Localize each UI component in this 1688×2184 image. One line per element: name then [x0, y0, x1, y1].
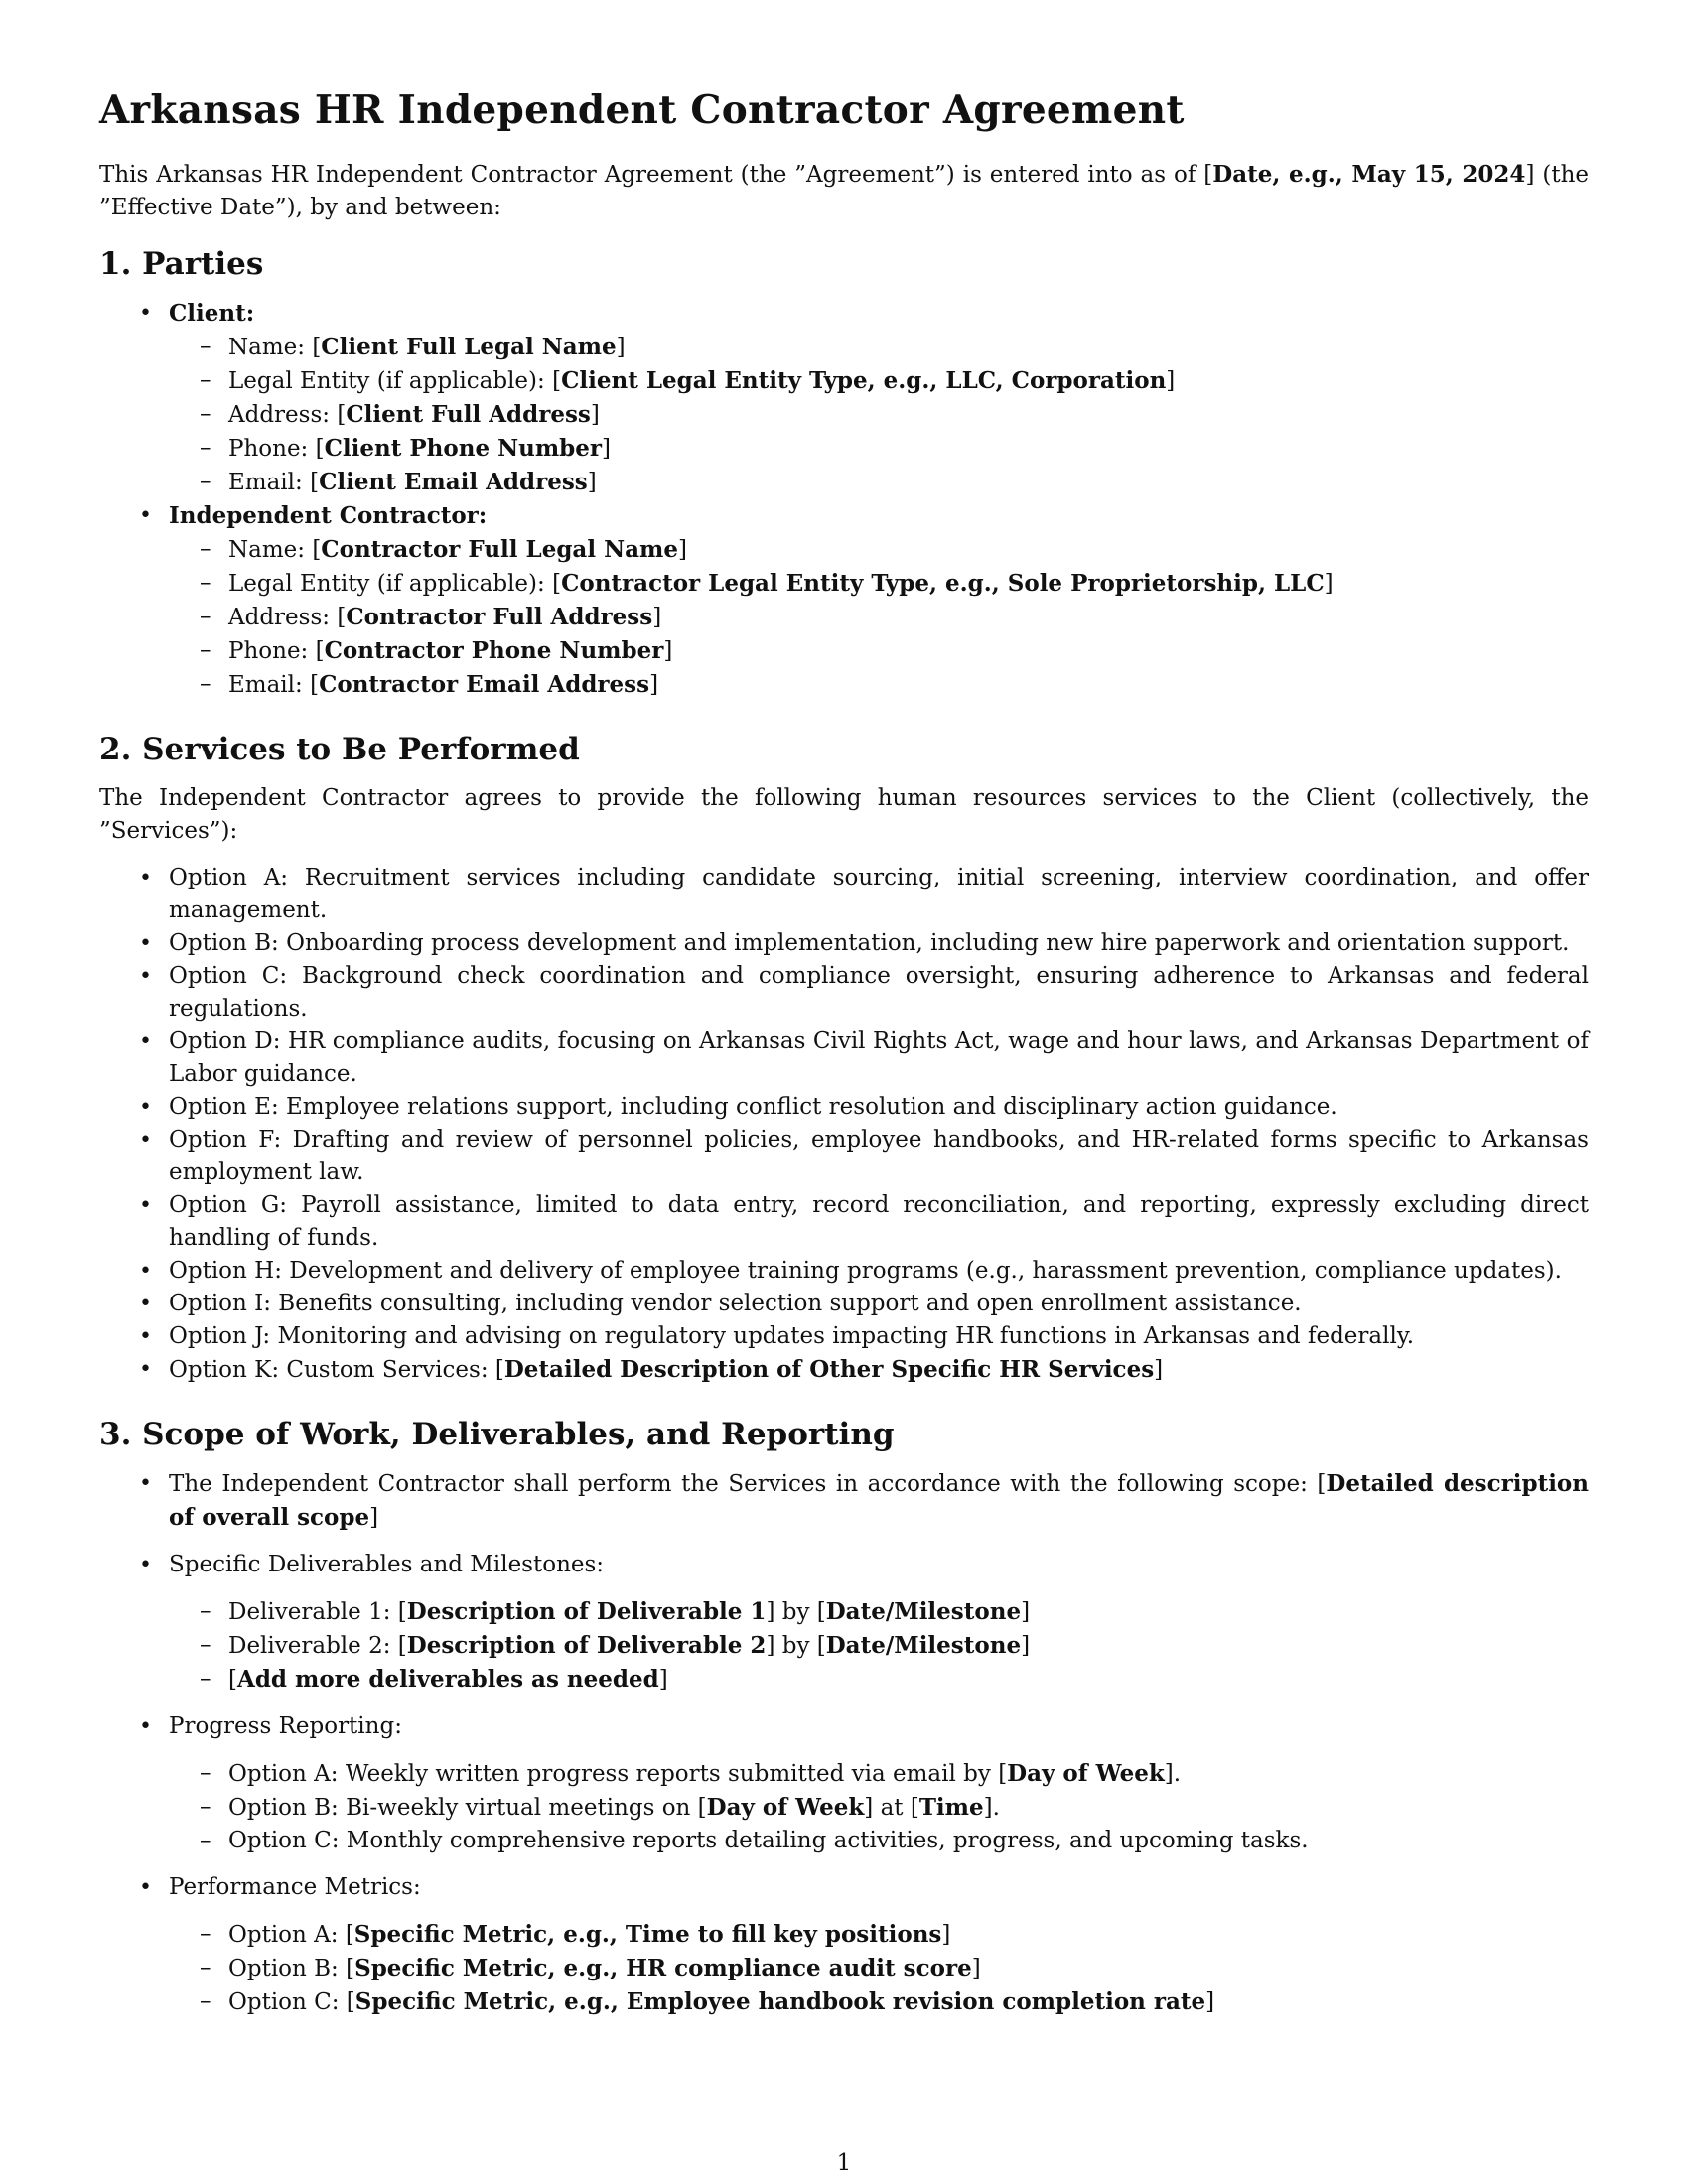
service-option: • Option A: Recruitment services including candidate sourcing, initial screening, interview coordination, and offer management. — [99, 862, 1589, 927]
intro-paragraph: This Arkansas HR Independent Contractor Agreement (the ”Agreement”) is entered into as of [Date, e.g., May 15, 2024] (the ”Effective Date”), by and between: — [99, 160, 1589, 220]
client-phone-field: – Phone: [Client Phone Number] — [169, 432, 1589, 466]
service-option: • Option I: Benefits consulting, including vendor selection support and open enrollment assistance. — [99, 1288, 1589, 1320]
deliverables-item: • Specific Deliverables and Milestones: – Deliverable 1: [Description of Deliverable 1] by [Date/Milestone] – Deliverable 2: [Description of Deliverable 2] by [Date/Milestone] – [Add more deliverables as needed] — [99, 1549, 1589, 1697]
client-address-field: – Address: [Client Full Address] — [169, 398, 1589, 432]
metric-option-c: – Option C: [Specific Metric, e.g., Employee handbook revision completion rate] — [169, 1985, 1589, 2019]
reporting-item: • Progress Reporting: – Option A: Weekly written progress reports submitted via email by [Day of Week]. – Option B: Bi-weekly virtual meetings on [Day of Week] at [Time]. – Option C: Monthly comprehensive reports detailing activities, progress, and upcoming tasks. — [99, 1710, 1589, 1857]
contractor-phone-field: – Phone: [Contractor Phone Number] — [169, 634, 1589, 668]
party-contractor: • Independent Contractor: – Name: [Contractor Full Legal Name] – Legal Entity (if applicable): [Contractor Legal Entity Type, e.g., Sole Proprietorship, LLC] – Address: [Contractor Full Address] – Phone: [Contractor Phone Number] – Email: [Contractor Email Address] — [99, 499, 1589, 702]
document-title: Arkansas HR Independent Contractor Agreement — [99, 87, 1185, 133]
client-email-field: – Email: [Client Email Address] — [169, 466, 1589, 499]
service-option: • Option F: Drafting and review of personnel policies, employee handbooks, and HR-related forms specific to Arkansas employment law. — [99, 1124, 1589, 1189]
service-option: • Option J: Monitoring and advising on regulatory updates impacting HR functions in Arkansas and federally. — [99, 1320, 1589, 1353]
service-option: • Option B: Onboarding process development and implementation, including new hire paperwork and orientation support. — [99, 927, 1589, 960]
service-option-custom: • Option K: Custom Services: [Detailed Description of Other Specific HR Services] — [99, 1353, 1589, 1387]
scope-item: • The Independent Contractor shall perform the Services in accordance with the following scope: [Detailed description of overall scope] — [99, 1467, 1589, 1535]
section-services — [99, 732, 1589, 1387]
metric-option-b: – Option B: [Specific Metric, e.g., HR compliance audit score] — [169, 1952, 1589, 1985]
metric-option-a: – Option A: [Specific Metric, e.g., Time to fill key positions] — [169, 1918, 1589, 1952]
party-client: • Client: – Name: [Client Full Legal Name] – Legal Entity (if applicable): [Client Legal Entity Type, e.g., LLC, Corporation] – Address: [Client Full Address] – Phone: [Client Phone Number] – Email: [Client Email Address] — [99, 297, 1589, 499]
reporting-option-b: – Option B: Bi-weekly virtual meetings on [Day of Week] at [Time]. — [169, 1791, 1589, 1825]
section-parties — [99, 246, 1589, 702]
section-heading-services: 2. Services to Be Performed — [99, 731, 580, 767]
contractor-address-field: – Address: [Contractor Full Address] — [169, 601, 1589, 634]
contractor-name-field: – Name: [Contractor Full Legal Name] — [169, 533, 1589, 567]
contractor-email-field: – Email: [Contractor Email Address] — [169, 668, 1589, 702]
section-heading-scope: 3. Scope of Work, Deliverables, and Reporting — [99, 1417, 895, 1453]
service-option: • Option D: HR compliance audits, focusing on Arkansas Civil Rights Act, wage and hour laws, and Arkansas Department of Labor guidance. — [99, 1025, 1589, 1091]
reporting-option-c: – Option C: Monthly comprehensive reports detailing activities, progress, and upcoming tasks. — [169, 1825, 1589, 1857]
metrics-item: • Performance Metrics: – Option A: [Specific Metric, e.g., Time to fill key positions] – Option B: [Specific Metric, e.g., HR compliance audit score] – Option C: [Specific Metric, e.g., Employee handbook revision completion rate] — [99, 1871, 1589, 2019]
services-intro: The Independent Contractor agrees to provide the following human resources services to the Client (collectively, the ”Services”): — [99, 785, 1589, 845]
page-number: 1 — [836, 2150, 852, 2176]
effective-date-placeholder: Date, e.g., May 15, 2024 — [1212, 160, 1526, 188]
service-option: • Option C: Background check coordination and compliance oversight, ensuring adherence to Arkansas and federal regulations. — [99, 960, 1589, 1025]
service-option: • Option E: Employee relations support, including conflict resolution and disciplinary action guidance. — [99, 1091, 1589, 1124]
deliverable-more: – [Add more deliverables as needed] — [169, 1663, 1589, 1697]
deliverable-2: – Deliverable 2: [Description of Deliverable 2] by [Date/Milestone] — [169, 1629, 1589, 1663]
deliverable-1: – Deliverable 1: [Description of Deliverable 1] by [Date/Milestone] — [169, 1595, 1589, 1629]
section-heading-parties: 1. Parties — [99, 245, 264, 282]
contractor-entity-field: – Legal Entity (if applicable): [Contractor Legal Entity Type, e.g., Sole Proprietorship, LLC] — [169, 567, 1589, 601]
service-option: • Option G: Payroll assistance, limited to data entry, record reconciliation, and reporting, expressly excluding direct handling of funds. — [99, 1189, 1589, 1255]
section-scope — [99, 1417, 1589, 2019]
reporting-option-a: – Option A: Weekly written progress reports submitted via email by [Day of Week]. — [169, 1757, 1589, 1791]
service-option: • Option H: Development and delivery of employee training programs (e.g., harassment prevention, compliance updates). — [99, 1255, 1589, 1288]
client-entity-field: – Legal Entity (if applicable): [Client Legal Entity Type, e.g., LLC, Corporation] — [169, 364, 1589, 398]
client-name-field: – Name: [Client Full Legal Name] — [169, 331, 1589, 364]
document-page — [99, 87, 1589, 2049]
